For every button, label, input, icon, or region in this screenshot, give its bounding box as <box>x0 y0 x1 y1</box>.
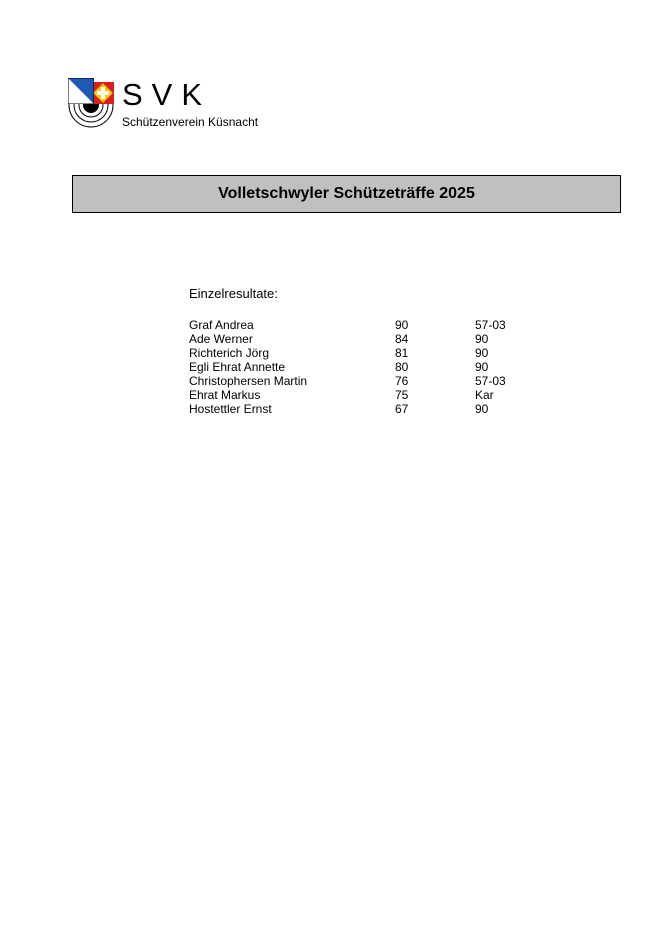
club-name: Schützenverein Küsnacht <box>122 115 259 129</box>
result-row <box>189 360 549 374</box>
shooter-score: 75 <box>395 388 409 402</box>
shooter-score: 90 <box>395 318 409 332</box>
results-table <box>189 318 549 416</box>
zurich-flag-icon <box>68 78 94 104</box>
club-logo <box>68 78 268 134</box>
result-row <box>189 374 549 388</box>
shooter-class: 90 <box>475 332 489 346</box>
shooter-score: 80 <box>395 360 409 374</box>
shooter-score: 84 <box>395 332 409 346</box>
result-row <box>189 402 549 416</box>
shooter-name: Hostettler Ernst <box>189 402 272 416</box>
shooter-name: Ehrat Markus <box>189 388 261 402</box>
shooter-class: 90 <box>475 360 489 374</box>
logo-letters: SVK <box>122 77 212 112</box>
shooter-name: Ade Werner <box>189 332 253 346</box>
page-title: Volletschwyler Schützeträffe 2025 <box>218 185 475 202</box>
result-row <box>189 318 549 332</box>
shooter-score: 81 <box>395 346 409 360</box>
title-banner <box>72 175 621 213</box>
shooter-class: 90 <box>475 346 489 360</box>
section-label: Einzelresultate: <box>189 286 278 301</box>
shooter-class: 57-03 <box>475 374 506 388</box>
shooter-score: 76 <box>395 374 409 388</box>
shooter-name: Christophersen Martin <box>189 374 308 388</box>
shooter-name: Richterich Jörg <box>189 346 270 360</box>
result-row <box>189 388 549 402</box>
result-row <box>189 332 549 346</box>
result-row <box>189 346 549 360</box>
shooter-class: 90 <box>475 402 489 416</box>
shooter-name: Egli Ehrat Annette <box>189 360 286 374</box>
shooter-class: 57-03 <box>475 318 506 332</box>
shooter-class: Kar <box>475 388 494 402</box>
shooter-score: 67 <box>395 402 409 416</box>
shooter-name: Graf Andrea <box>189 318 254 332</box>
